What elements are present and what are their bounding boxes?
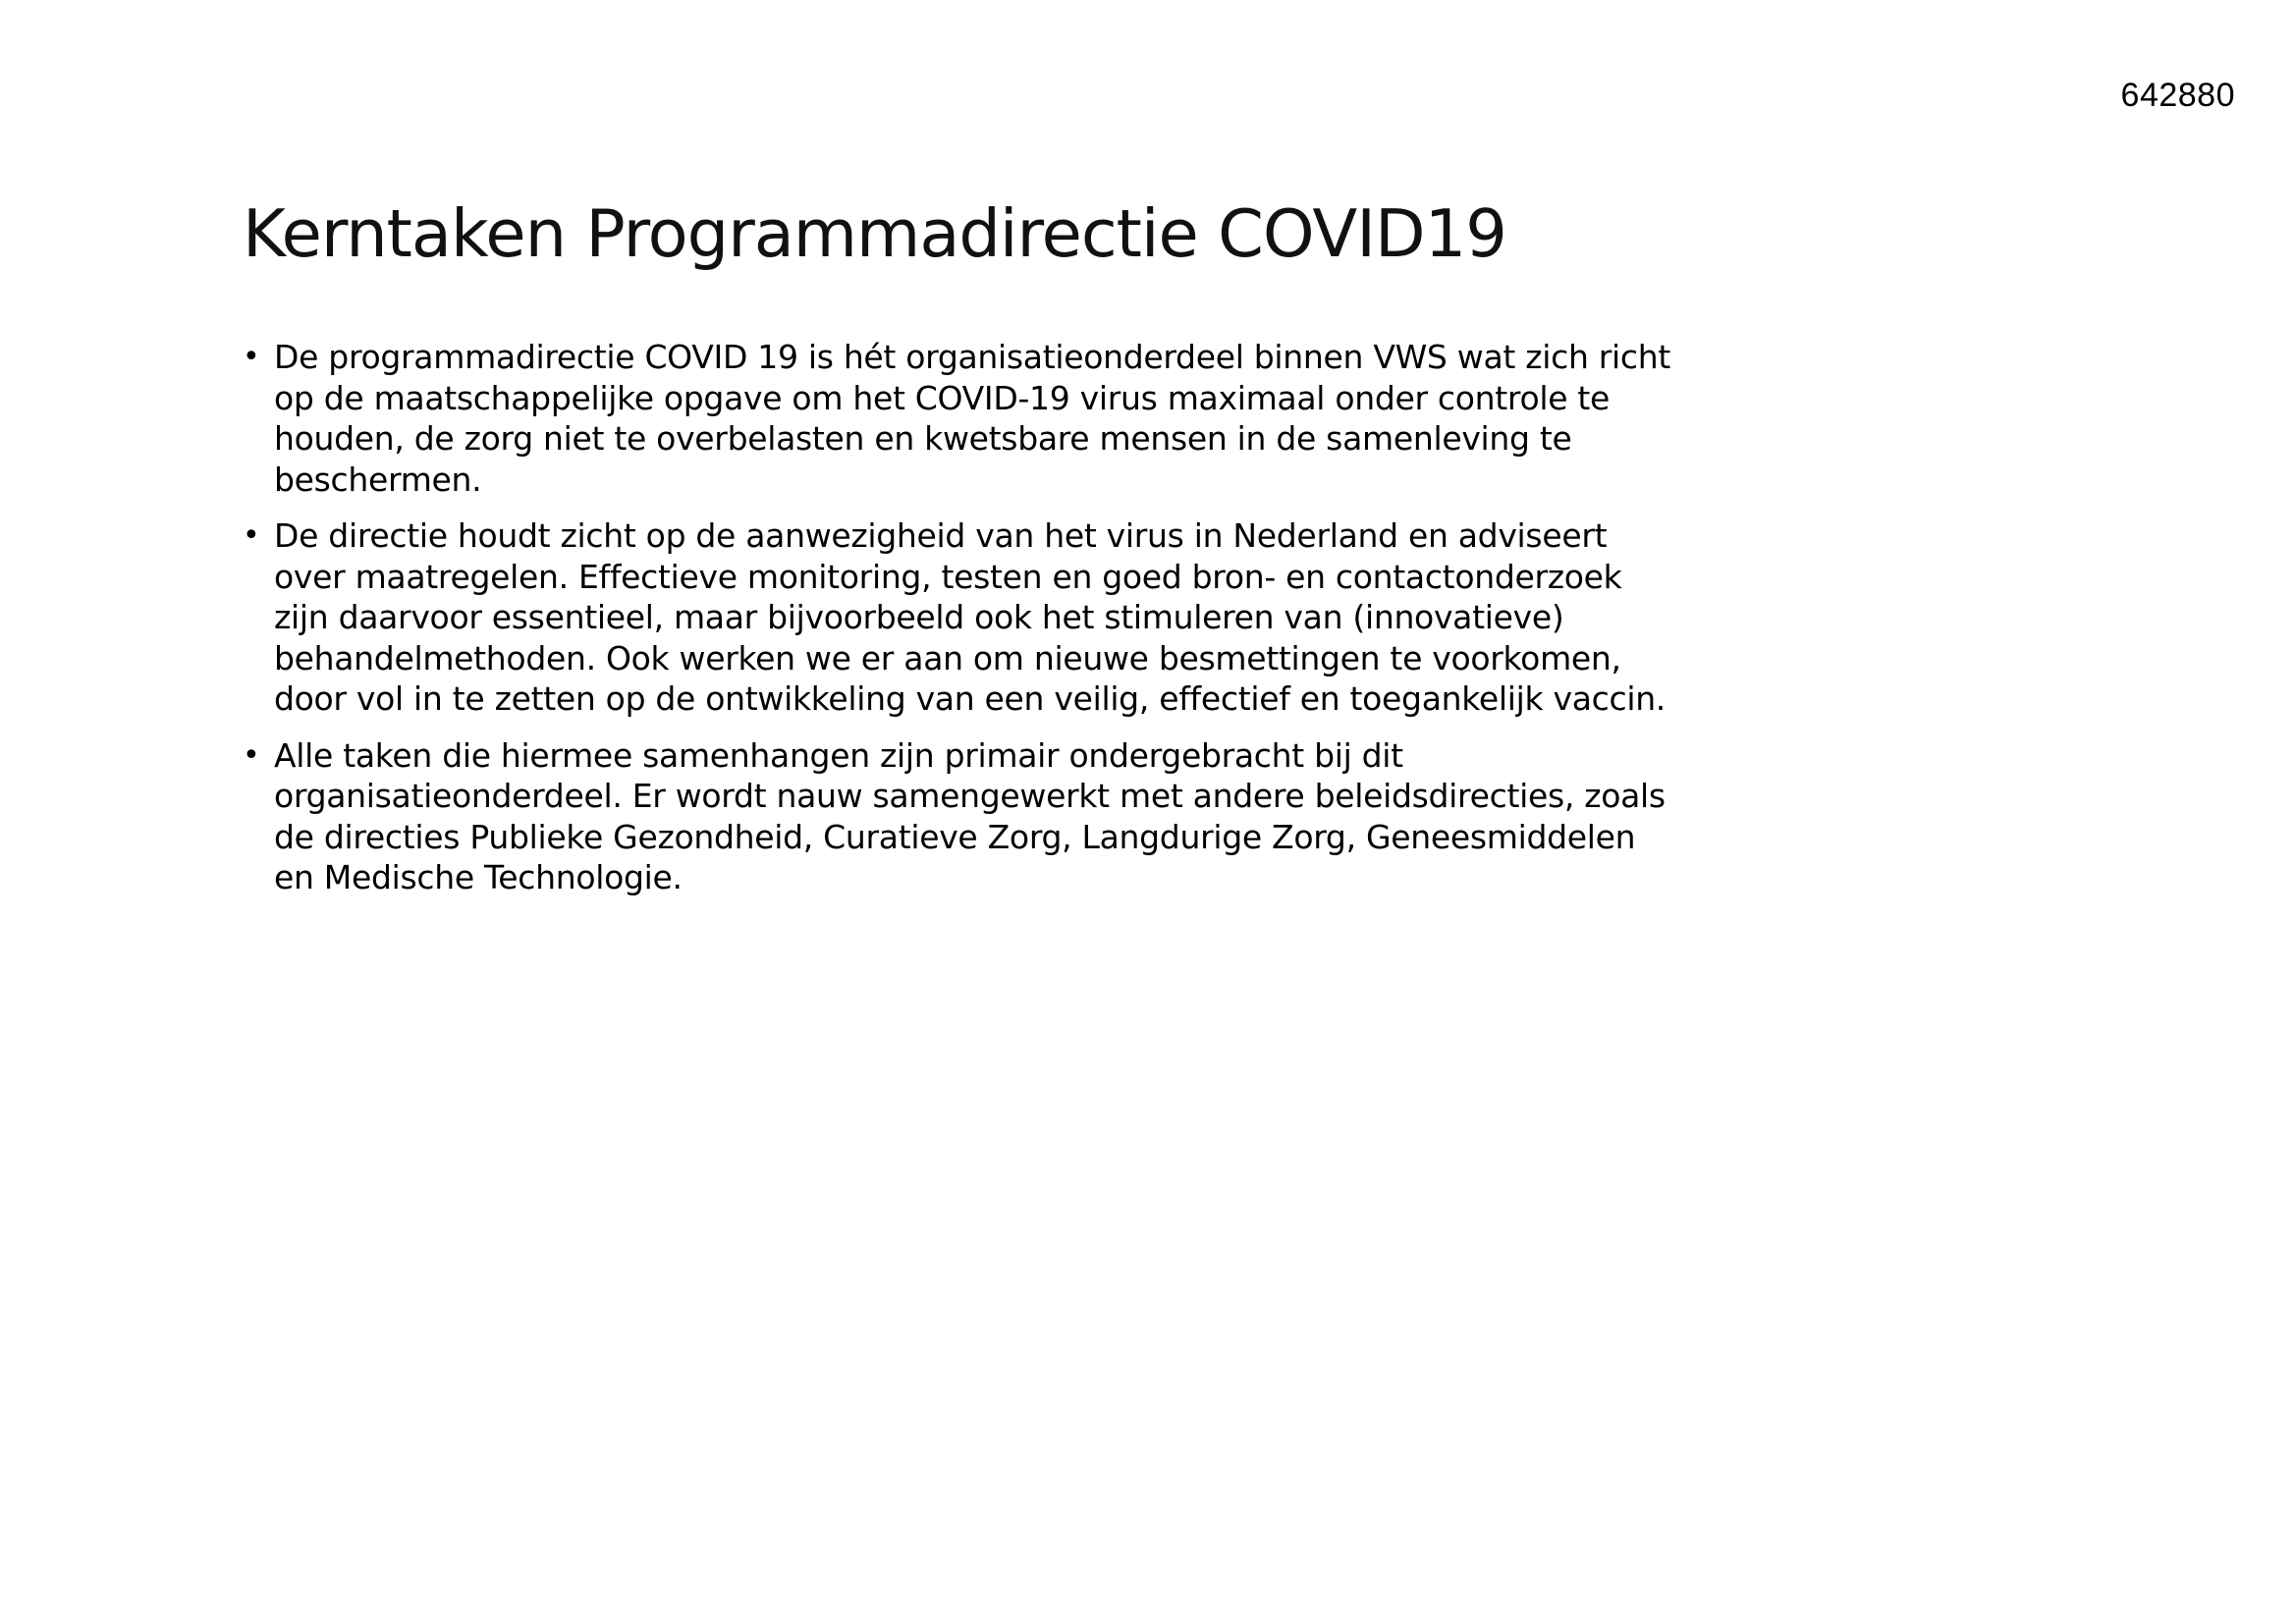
bullet-text: De programmadirectie COVID 19 is hét organisatieonderdeel binnen VWS wat zich richt op de maatschappelijke opgave om het COVID-19 virus maximaal onder controle te houden, de zorg niet te overbelasten en kwetsbare mensen in de samenleving te beschermen. — [274, 338, 1670, 499]
bullet-text: De directie houdt zicht op de aanwezigheid van het virus in Nederland en adviseert over maatregelen. Effectieve monitoring, testen en goed bron- en contactonderzoek zijn daarvoor essentieel, maar bijvoorbeeld ook het stimuleren van (innovatieve) behandelmethoden. Ook werken we er aan om nieuwe besmettingen te voorkomen, door vol in te zetten op de ontwikkeling van een veilig, effectief en toegankelijk vaccin. — [274, 516, 1666, 719]
bullet-text: Alle taken die hiermee samenhangen zijn primair ondergebracht bij dit organisatieonderdeel. Er wordt nauw samengewerkt met andere beleidsdirecties, zoals de directies Publieke Gezondheid, Curatieve Zorg, Langdurige Zorg, Geneesmiddelen en Medische Technologie. — [274, 735, 1666, 897]
bullet-item — [243, 735, 1676, 898]
slide-content — [243, 196, 1676, 914]
bullet-icon: • — [243, 340, 260, 375]
bullet-item — [243, 515, 1676, 720]
bullet-icon: • — [243, 518, 260, 554]
slide-title: Kerntaken Programmadirectie COVID19 — [243, 195, 1506, 272]
bullet-list — [243, 337, 1676, 898]
bullet-icon: • — [243, 737, 260, 773]
bullet-item — [243, 337, 1676, 500]
document-id: 642880 — [2120, 77, 2235, 114]
